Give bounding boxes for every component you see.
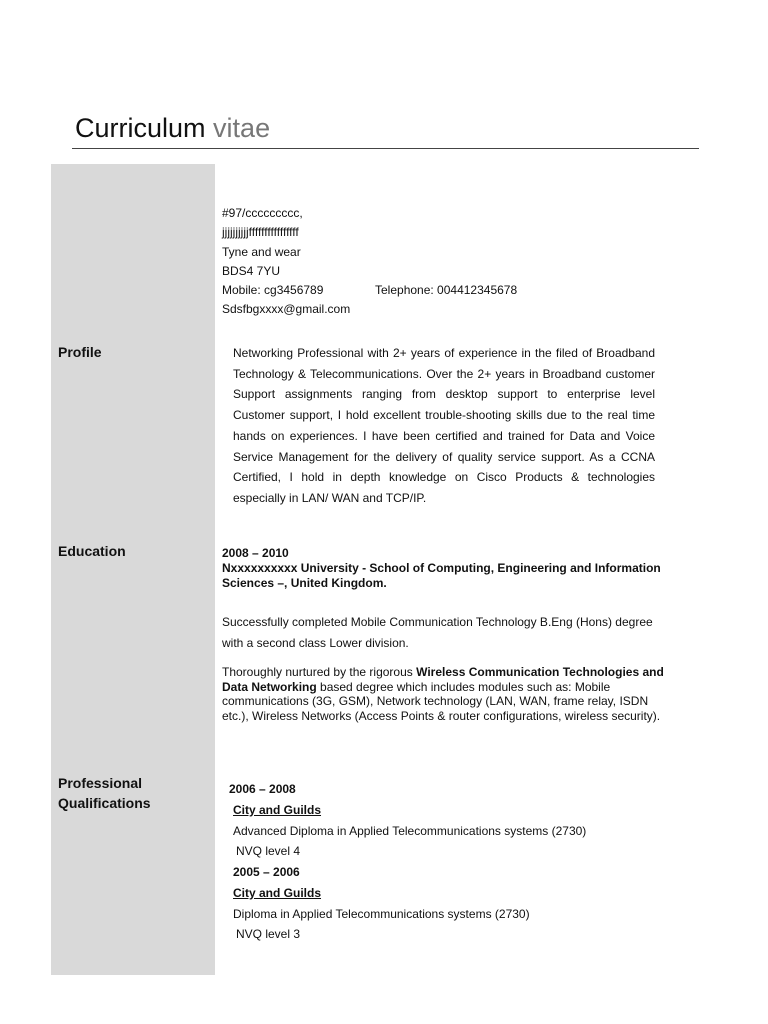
cv-title-main: Curriculum <box>75 113 206 143</box>
qualification-item <box>233 862 530 945</box>
education-header <box>222 546 667 591</box>
qualification-level: NVQ level 4 <box>236 844 301 859</box>
qualification-title: Advanced Diploma in Applied Telecommunications systems (2730) <box>233 823 587 838</box>
education-years: 2008 – 2010 <box>222 546 289 560</box>
section-label-qualifications-line1: Professional <box>58 775 143 791</box>
cv-title <box>75 110 270 146</box>
email-address: Sdsfbgxxxx@gmail.com <box>222 302 351 317</box>
phone-line <box>222 281 518 300</box>
education-modules-intro: Thoroughly nurtured by the rigorous <box>222 665 417 679</box>
title-divider <box>72 148 699 149</box>
address-line-1: #97/ccccccccc, <box>222 206 303 220</box>
section-label-education: Education <box>58 543 126 559</box>
contact-block <box>222 204 518 320</box>
section-label-qualifications-line2: Qualifications <box>58 795 151 811</box>
address-line-3: Tyne and wear <box>222 244 301 259</box>
qualification-item <box>229 779 586 862</box>
section-sidebar <box>51 164 215 975</box>
education-modules-rest: based degree which includes modules such as: Mobile communications (3G, GSM), Network technology (LAN, WAN, frame relay, ISDN etc.), Wireless Networks (Access Points & router configurations, wireless security). <box>222 679 661 724</box>
telephone-number: Telephone: 004412345678 <box>375 283 518 298</box>
qualification-body: City and Guilds <box>233 802 322 817</box>
qualification-years: 2005 – 2006 <box>233 865 300 879</box>
qualification-level: NVQ level 3 <box>236 927 301 942</box>
section-label-qualifications <box>58 773 151 813</box>
qualification-title: Diploma in Applied Telecommunications systems (2730) <box>233 906 530 921</box>
education-degree: Successfully completed Mobile Communication Technology B.Eng (Hons) degree with a second class Lower division. <box>222 615 653 650</box>
education-institution: Nxxxxxxxxxx University - School of Computing, Engineering and Information Sciences –, United Kingdom. <box>222 561 661 590</box>
education-modules <box>222 665 667 724</box>
qualification-body: City and Guilds <box>233 885 322 900</box>
education-modules-highlight: Wireless Communication Technologies and Data Networking <box>222 665 664 694</box>
mobile-number: Mobile: cg3456789 <box>222 283 324 298</box>
address-postcode: BDS4 7YU <box>222 263 281 278</box>
section-label-profile: Profile <box>58 344 102 360</box>
profile-paragraph: Networking Professional with 2+ years of experience in the filed of Broadband Technology & Telecommunications. Over the 2+ years in Broadband customer Support assignments ranging from desktop support to enterprise level Customer support, I hold excellent trouble-shooting skills due to the real time hands on experiences. I have been certified and trained for Data and Voice Service Management for the delivery of quality service support. As a CCNA Certified, I hold in depth knowledge on Cisco Products & technologies especially in LAN/ WAN and TCP/IP. <box>233 346 655 505</box>
cv-title-sub: vitae <box>213 113 271 143</box>
address-line-2: jjjjjjjjjjffffffffffffffff <box>222 225 299 240</box>
qualification-years: 2006 – 2008 <box>229 782 296 796</box>
